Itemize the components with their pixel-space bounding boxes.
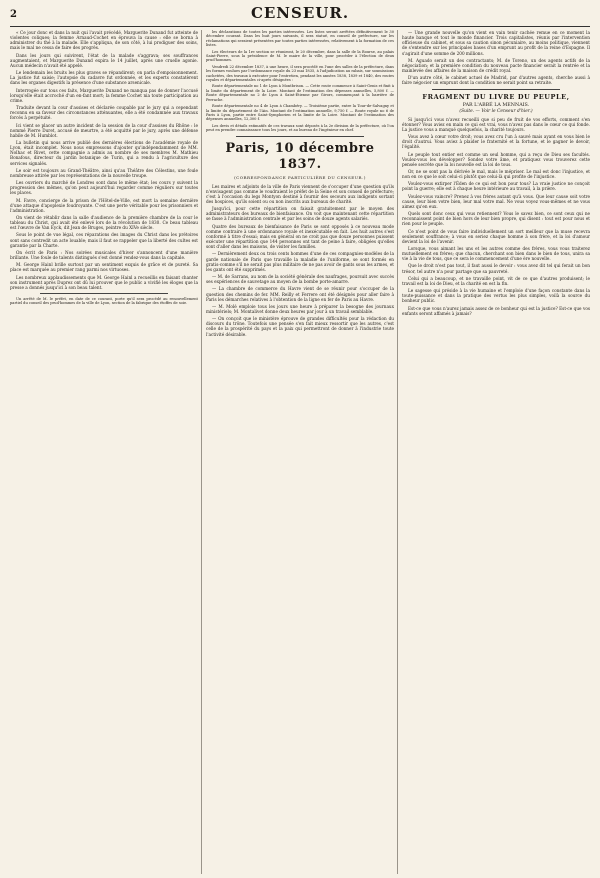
article-paragraph: — Dernièrement deux ou trois cents hommes d'une de ces compagnies-modèles de la garde nationale de Paris que travaille la maladie de l'uniforme, se sont formés en gratis-comme s'il ne serait pas plus militaire de ne pas avoir de gants sous les armes, et les gants ont été supprimés. bbox=[206, 251, 394, 272]
section-separator bbox=[432, 89, 560, 90]
page-number: 2 bbox=[10, 8, 17, 20]
article-paragraph: Interrogée sur tous ces faits, Marguerite Dunand ne manqua pas de donner l'accusé lorsqu'elle était accroché d'un en-fant mort; la femme Cochet nia toute participation au crime. bbox=[10, 87, 198, 103]
article-paragraph: Celui qui a beaucoup, et ne travaille point, vit de ce que d'autres produisent; le travail est la loi de Dieu, et la charité en est la fin. bbox=[402, 275, 590, 286]
article-paragraph: Voulez-vous vaincre? Prenez à vos frères autant qu'à vous. Que leur cause soit votre cause, leur bien votre bien, leur mal votre mal. Ne vous voyez vous-mêmes et ne vous aimez qu'en eux. bbox=[402, 193, 590, 209]
article-paragraph: M. Aguado serait un des contractants; M. de Toreno, un des agents actifs de la négociation; et la première condition du nouveau pacte financier serait la rentrée et la mainlevée des affaires de la maison de crédit royal. bbox=[402, 57, 590, 74]
article-paragraph: Vous avez à cœur votre droit; vous avez cru l'un à sauvé mais ayant en vous bien le droit d'autrui. Vous aviez à plaider le fraternité et la fortune, et le gagner le devoir, l'égalité. bbox=[402, 134, 590, 150]
article-paragraph: Le soir est toujours au Grand-Théâtre, ainsi qu'au Théâtre des Célestins, une foule nombreuse attirée par les représentations de la nouvelle troupe. bbox=[10, 167, 198, 178]
article-paragraph: Ce n'est point de vous faire individuellement un sort meilleur que la muse recevra seulement souffrance; à vous en seriez chaque homme à son frère, et la loi d'amour devient la loi de l'avenir. bbox=[402, 228, 590, 244]
article-paragraph: Les ouvriers du marché de Londres sont dans le même état; les cours y suivent la progression des mêmes, qu'on peut aujourd'hui regarder comme réguliers sur toutes les places. bbox=[10, 180, 198, 196]
column-3 bbox=[402, 30, 590, 874]
article-paragraph: Voulez-vous extirper l'Éden de ce qui est bon pour tous? La vraie justice ne conçoit point la guerre; elle est à chaque heure intérieure au travail, à la prière. bbox=[402, 181, 590, 192]
article-paragraph: Or, ne se sont pas la dérivée le mal, mais le mépriser. Le mal est donc l'injustice, et non en ce que le soit celui-ci plutôt que celui-là qui profite de l'injustice. bbox=[402, 168, 590, 180]
article-paragraph: — On conçoit que le ministère éprouve de grandes difficultés pour la rédaction du discours du trône. Toutefois une pensée s'en fait mieux ressortir que les autres, c'est celle de la prospérité du pays et la paix qui permettront de donner à l'industrie toute l'activité désirable. bbox=[206, 316, 394, 337]
article-paragraph: On écrit de Paris : Nos soirées musicales d'hiver s'annoncent d'une manière brillante. Une foule de talents distingués s'est donné rendez-vous dans la capitale. bbox=[10, 249, 198, 261]
article-paragraph: Que le droit n'est pas tout, il faut aussi le devoir : vous avez dit tel qui ferait un bon trésor, tel autre n'a pour partage que sa pauvreté. bbox=[402, 263, 590, 274]
notice-paragraph: Vendredi 22 décembre 1837, à une heure, il sera procédé en l'une des salles de la préfecture, dans les formes voulues par l'ordonnance royale du 23 mai 1835, à l'adjudication au rabais, sur soumissions cachetées, des travaux à exécuter pour l'entretien, pendant les années 1838, 1839 et 1840, des routes royales et départementales ci-après désignées : bbox=[206, 64, 394, 83]
article-paragraph: Sous le point de vue légal, ces réparations des images du Christ dans les prétoires sont sans contredit un acte louable; mais il faut se rappeler que la liberté des cultes est garantie par la Charte. bbox=[10, 232, 198, 248]
article-paragraph: — M. Molé emploie tous les jours une heure à préparer la besogne des journaux ministériels; M. Montalivet donne deux heures par jour à un travail semblable. bbox=[206, 303, 394, 314]
article-paragraph: Si jusqu'ici vous n'avez recueilli que si peu de fruit de vos efforts, comment s'en étonner? Vous aviez en main ce qui est vrai, vous n'avez pas dans le cœur ce qui fonde. La justice vous a manqué quelquefois, la charité toujours. bbox=[402, 116, 590, 132]
article-paragraph: Les nombreux applaudissements que M. George Hainl a recueillis en faisant chanter son instrument après Duprez ont dû lui prouver que le public a vivifié les éloges que la presse a donnés jusqu'ici à son beau talent. bbox=[10, 274, 198, 290]
correspondence-subline: (CORRESPONDANCE PARTICULIÈRE DU CENSEUR.) bbox=[234, 174, 366, 180]
notice-paragraph: les déclarations de toutes les parties intéressées. Les listes seront arrêtées définitivement le 30 décembre courant. Dans les huit jours suivants, il sera statué, en conseil de préfecture, sur les réclamations qui seraient présentées par toutes parties intéressées, relativement à la formation de ces listes. bbox=[206, 30, 394, 48]
feature-author: PAR L'ABBÉ LA MENNAIS. bbox=[462, 102, 530, 108]
article-paragraph: — Une grande nouvelle qu'on vient en vain tenir cachée remue en ce moment la haute banque et tout le monde financier. Trois capitalistes, réunis par l'intervention officieuse du cabinet, et sous sa caution sinon pécuniaire, au moins politique, viennent de s'entendre sur les principales bases d'un emprunt au profit de la reine d'Espagne. Il s'agirait d'une somme de 200 millions. bbox=[402, 30, 590, 56]
section-separator bbox=[40, 293, 168, 294]
notice-paragraph: Route départementale no 4 de Lyon à Chambéry. — Troisième partie, entre la Tour-de-Salvagny et la limite du département de l'Ain. Montant de l'estimation annuelle, 9,750 f. — Route royale no 6 de Paris à Lyon, partie entre Saint-Symphorien et la limite de la Loire. Montant de l'estimation des dépenses annuelles, 12,300 f. bbox=[206, 104, 394, 122]
notice-paragraph: Les devis et détails estimatifs de ces travaux sont déposés à la 2e division de la préfecture, où l'on peut en prendre connaissance tous les jours, et au bureau de l'ingénieur en chef. bbox=[206, 123, 394, 133]
article-paragraph: Quels sont donc ceux qui vous retiennent? Vous le savez bien, ce sont ceux qui ne reconnaissent point de bien hors de leur bien propre, qui disent : tout est pour nous et rien pour le peuple. bbox=[402, 211, 590, 227]
dateline: Paris, 10 décembre 1837. bbox=[225, 140, 375, 172]
column-2 bbox=[206, 30, 394, 874]
article-paragraph: Lorsque, vous aimant les uns et les autres comme des frères, vous vous traiterez mutuellement en frères; que chacun, cherchant son bien dans le bien de tous, unira sa vie à la vie de tous, que ce sera le commencement d'une ère nouvelle. bbox=[402, 246, 590, 262]
article-paragraph: M. Favre, concierge de la prison de l'Hôtel-de-Ville, est mort la semaine dernière d'une attaque d'apoplexie foudroyante. C'est une perte véritable pour les prisonniers et l'administration. bbox=[10, 197, 198, 213]
article-paragraph: M. George Hainl brille surtout par un sentiment exquis de grâce et de pureté. Sa place est marquée au premier rang parmi nos virtuoses. bbox=[10, 262, 198, 273]
section-separator bbox=[236, 136, 364, 137]
masthead-rule bbox=[10, 26, 590, 27]
article-paragraph: Ici vient se placer un autre incident de la session de la cour d'assises du Rhône : le nommé Pierre Duret, accusé de meurtre, a été acquitté par le jury, après une défense habile de M. Humblot. bbox=[10, 122, 198, 138]
article-paragraph: — La chambre de commerce du Havre vient de se réunir pour s'occuper de la question des chemins de fer. MM. Reilly et Ferrere ont été désignés pour aller faire à Paris les démarches relatives à l'obtention de la ligne en fer de Paris au Havre. bbox=[206, 286, 394, 302]
article-paragraph: Le lendemain les bruits les plus graves se répandirent; on parla d'empoisonnement. La justice fut saisie; l'autopsie du cadavre fut ordonnée, et les experts constatèrent dans les organes digestifs la présence d'une substance arsenicale. bbox=[10, 70, 198, 86]
article-paragraph: Jusqu'ici, pour cette répartition on faisait gratuitement par le moyen des administrateurs des bureaux de bienfaisance. On voit que maintenant cette répartition se fasse à l'administration centrale et par les soins de douze agents salariés. bbox=[206, 206, 394, 222]
masthead bbox=[10, 4, 590, 24]
feature-continuation-note: (Suite. — Voir le Censeur d'hier.) bbox=[459, 108, 533, 114]
column-divider bbox=[201, 30, 202, 874]
newspaper-title: CENSEUR. bbox=[250, 4, 350, 22]
column-1 bbox=[10, 30, 198, 874]
article-paragraph: On vient de rétablir dans la salle d'audience de la première chambre de la cour le tableau du Christ, qui avait été enlevé lors de la révolution de 1830. Ce beau tableau est l'œuvre de Van Eyck, dit Jean de Bruges, peintre du XIVe siècle. bbox=[10, 215, 198, 231]
column-divider bbox=[397, 30, 398, 874]
article-paragraph: « Ce jour donc et dans la nuit qui l'avait précédé, Marguerite Dunand fut atteinte de violentes coliques; la femme Arnaud-Cochet en éprouva la cause : elle se borna à administrer du thé à la malade. Elle s'appliqua, de son côté, à lui prodiguer des soins, mais le mal ne cessa de faire des progrès. bbox=[10, 30, 198, 51]
article-paragraph: D'un autre côté, le cabinet actuel de Madrid, par d'autres agents, cherche aussi à faire négocier un emprunt dont la condition ne serait point sa retraite. bbox=[402, 75, 590, 86]
article-paragraph: Le sagesse qui préside à la vie humaine et l'emploie d'une façon constante dans la toute-puissance et dans la pratique des vertus les plus simples, voilà la source du bonheur public. bbox=[402, 288, 590, 304]
notice-paragraph: Les électeurs de la 1re section se réuniront, le 20 décembre, dans la salle de la Bourse, au palais Saint-Pierre, sous la présidence de M. le maire de la ville, pour procéder à l'élection de deux prud'hommes. bbox=[206, 49, 394, 63]
footnote-paragraph: Un arrêté de M. le préfet, en date de ce courant, porte qu'il sera procédé au renouvellement partiel du conseil des prud'hommes de la ville de Lyon, section de la fabrique des étoffes de soie. bbox=[10, 297, 198, 306]
feature-heading: FRAGMENT DU LIVRE DU PEUPLE, bbox=[422, 92, 570, 101]
article-paragraph: Traduite devant la cour d'assises et déclarée coupable par le jury qui a cependant reconnu en sa faveur des circonstances atténuantes, elle a été condamnée aux travaux forcés à perpétuité. bbox=[10, 105, 198, 121]
notice-paragraph: Route départementale no 1 de Lyon à Montbrison. — Cette route commence à Saint-Genis et finit à la limite du département de la Loire. Montant de l'estimation des dépenses annuelles, 5,800 f. — Route départementale no 2 de Lyon à Saint-Étienne par Givors, commençant à la barrière de Perrache. bbox=[206, 84, 394, 102]
article-paragraph: — M. de Sarrans, au nom de la société générale des naufrages, poursuit avec succès ses expériences de sauvetage au moyen de la bombe porte-amarre. bbox=[206, 274, 394, 285]
article-paragraph: Est-ce que vous n'aurez jamais assez de ce bonheur qui est la justice? Est-ce que vos enfants seront affamés à jamais? bbox=[402, 305, 590, 316]
article-paragraph: La bulletin qui nous arrive publié des dernières élections de l'académie royale de Lyon, était incomplet. Nous nous empressons d'ajouter qu'indépendamment de MM. Nolhac et Rivet, cette compagnie a admis au nombre de ses membres M. Mathieu Bonafous, directeur du jardin botanique de Turin, qui a rendu à l'agriculture des services signalés. bbox=[10, 139, 198, 166]
article-paragraph: Les maires et adjoints de la ville de Paris viennent de s'occuper d'une question qu'ils n'envisagent pas comme le voudraient le préfet de la Seine et son conseil de préfecture; c'est à l'occasion du legs Montyon destiné à fournir des secours aux indigents sortant des hospices, qu'ils soient ou ou non inscrits aux bureaux de charité. bbox=[206, 183, 394, 204]
article-paragraph: Le peuple tout entier est comme un seul homme, qui a reçu de Dieu ses facultés. Voulez-vous les développer? Sondez votre âme, et pratiquez vous trouverez cette pensée secrète que la loi nouvelle est la loi de tous. bbox=[402, 151, 590, 167]
article-paragraph: Quatre des bureaux de bienfaisance de Paris se sont opposés à ce nouveau mode comme contraire à une ordonnance royale et inexécutable en fait. Les huit autres s'est conformé à titre d'essai; mais en général on ne croit pas que douze personnes puissent exécuter une répartition que 144 personnes ont tant de peine à faire, obligées qu'elles sont d'aller dans les maisons, de visiter les familles. bbox=[206, 223, 394, 250]
article-paragraph: Dans les jours qui suivirent, l'état de la malade s'aggrava; ses souffrances augmentaient, et Marguerite Dunand expira le 14 juillet, après une cruelle agonie. Aucun médecin n'avait été appelé. bbox=[10, 52, 198, 68]
